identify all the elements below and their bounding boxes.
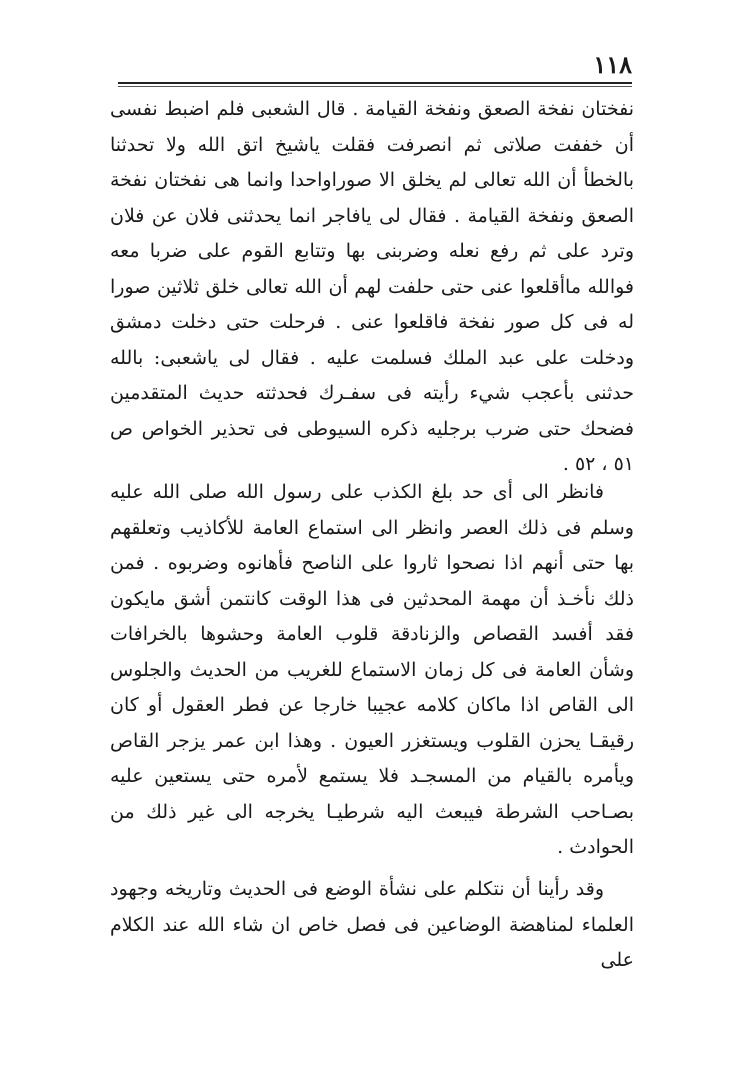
header-rule: [118, 82, 632, 84]
paragraph-3: وقد رأينا أن نتكلم على نشأة الوضع فى الحديث وتاريخه وجهود العلماء لمناهضة الوضاعين فى فصل خاص ان شاء الله عند الكلام على: [110, 878, 634, 971]
paragraph-1: نفختان نفخة الصعق ونفخة القيامة . قال الشعبى فلم اضبط نفسى أن خففت صلاتى ثم انصرفت فقلت ياشيخ اتق الله ولا تحدثنا بالخطأ أن الله تعالى لم يخلق الا صوراواحدا وانما هى نفختان نفخة الصعق ونفخة القيامة . فقال لى يافاجر انما يحدثنى فلان عن فلان وترد على ثم رفع نعله وضربنى بها وتتابع القوم على ضربا معه فوالله ماأقلعوا عنى حتى حلفت لهم أن الله تعالى خلق ثلاثين صورا له فى كل صور نفخة فاقلعوا عنى . فرحلت حتى دخلت دمشق ودخلت على عبد الملك فسلمت عليه . فقال لى ياشعبى: بالله حدثنى بأعجب شيء رأيته فى سفـرك فحدثته حديث المتقدمين فضحك حتى ضرب برجليه ذكره السيوطى فى تحذير الخواص ص ٥١ ، ٥٢ .: [110, 98, 634, 475]
body-text-block-1: [110, 92, 634, 483]
body-text-block-3: [110, 872, 634, 979]
page-number: ١١٨: [593, 50, 632, 79]
paragraph-2: فانظر الى أى حد بلغ الكذب على رسول الله صلى الله عليه وسلم فى ذلك العصر وانظر الى استماع العامة للأكاذيب وتعلقهم بها حتى أنهم اذا نصحوا ثاروا على الناصح فأهانوه وضربوه . فمن ذلك نأخـذ أن مهمة المحدثين فى هذا الوقت كانتمن أشق مايكون فقد أفسد القصاص والزنادقة قلوب العامة وحشوها بالخرافات وشأن العامة فى كل زمان الاستماع للغريب من الحديث والجلوس الى القاص اذا ماكان كلامه عجيبا خارجا عن فطر العقول أو كان رقيقـا يحزن القلوب ويستغزر العيون . وهذا ابن عمر يزجر القاص ويأمره بالقيام من المسجـد فلا يستمع لأمره حتى يستعين عليه بصـاحب الشرطة فيبعث اليه شرطيـا يخرجه الى غير ذلك من الحوادث .: [110, 481, 634, 858]
body-text-block-2: [110, 475, 634, 866]
header-rule-secondary: [118, 86, 632, 87]
